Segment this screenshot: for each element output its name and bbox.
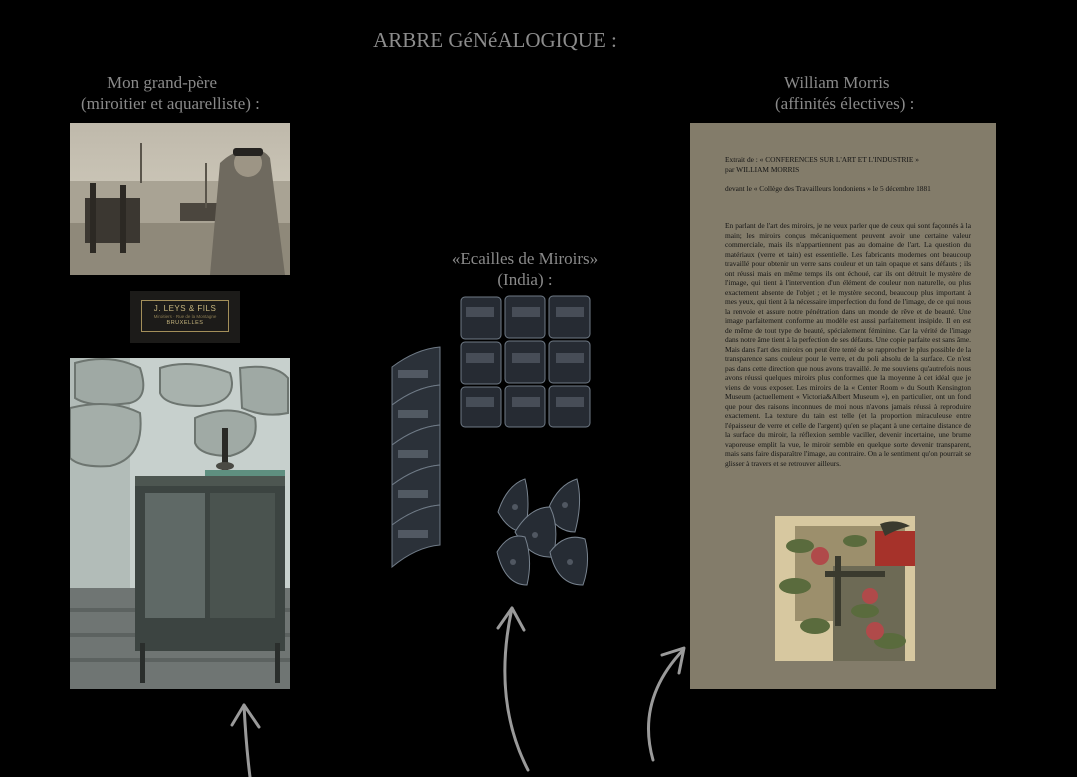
morris-caption-line1: William Morris	[784, 73, 890, 92]
label-line1: J. LEYS & FILS	[153, 304, 217, 313]
morris-caption-line2: (affinités électives) :	[775, 94, 915, 113]
grandfather-caption-line2: (miroitier et aquarelliste) :	[81, 94, 260, 113]
page-title: ARBRE GéNéALOGIQUE :	[373, 28, 617, 52]
extract-author: par WILLIAM MORRIS	[725, 164, 800, 174]
grandfather-caption-line1: Mon grand-père	[107, 73, 217, 92]
scales-caption-line2: (India) :	[497, 270, 553, 289]
extract-source: Extrait de : « CONFERENCES SUR L'ART ET L'INDUSTRIE »	[725, 155, 919, 164]
scales-caption-line1: «Ecailles de Miroirs»	[451, 249, 599, 268]
label-line3: BRUXELLES	[166, 320, 204, 326]
arrow-up-left	[244, 705, 250, 777]
extract-body: En parlant de l'art des miroirs, je ne veux parler que de ceux qui sont façonnés à la main; les miroirs conçus mécaniquement peuvent avoir une certaine valeur commerciale, mais ils n'appartiennent pas au domaine de l'art. La question du matériaux (verre et tain) est essentielle. Les fabricants modernes ont beaucoup travaillé pour obtenir un verre sans couleur et un tain opaque et sans défauts ; ils ont réussi mais en même temps ils ont échoué, car ils ont détruit le mystère de l'image, qui tient à l'intervention d'un élément de couleur non naturelle, ou plus exactement absente de l'objet ; et le mystère second, beaucoup plus important à mes yeux, qui tient à la nécessaire imperfection du fond de l'image, de ce qui nous la renvoie et assure notre pénétration dans un monde de rêve et de beauté. Une image parfaitement conforme au modèle est aussi parfaitement insipide. Il en est de même de tout type de beauté, spécialement féminine. Car la vérité de l'image dans notre âme tient à la perfection de ses défauts. Une copie parfaite est sans âme. Mais dans l'art des miroirs on peut être tenté de se rapprocher le plus possible de la transparence sans couleur pour le verre, et du poli absolu de la surface. Ce n'est pas dans cette direction que nous avons travaillé. Je me souviens qu'autrefois nous avons réussi quelques miroirs plus conformes que la moyenne à cet idéal que je viens de vous exposer. Les miroirs de la « Center Room » du South Kensington Museum (actuellement « Victoria&Albert Museum »), en particulier, ont un fond que pour des raisons inconnues de moi nous n'avons jamais réussi à reproduire exactement. La texture du tain est telle (et la proportion miraculeuse entre l'épaisseur de verre et celle de l'argent) qu'en se plaçant à une certaine distance de la surface du miroir, la réflexion semble vaciller, devenir incertaine, une brume vaporeuse emplit la vue, le miroir semble en quelque sorte devenir transparent, mais sans faire disparaître l'image, au contraire. On a le sentiment qu'on pourrait se glisser à travers et se retrouver ailleurs.	[725, 221, 971, 468]
arrow-up-middle	[505, 608, 528, 770]
extract-venue: devant le « Collège des Travailleurs londoniens » le 5 décembre 1881	[725, 184, 931, 193]
arrow-up-right	[648, 650, 683, 760]
label-line2: Miroitiers · Rue de la Montagne	[153, 314, 217, 319]
